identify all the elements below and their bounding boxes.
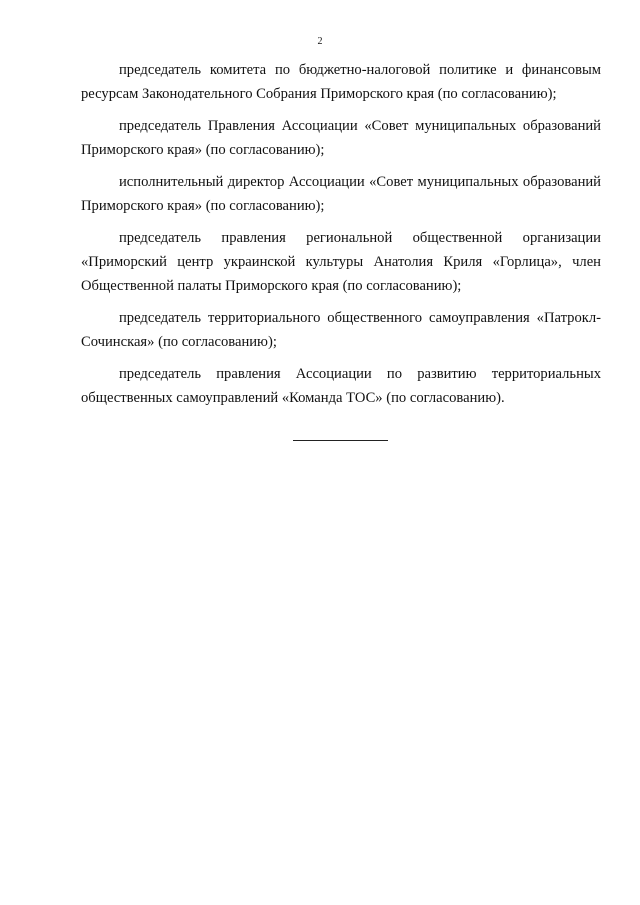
closing-divider xyxy=(293,440,388,441)
list-item: председатель Правления Ассоциации «Совет муниципальных образований Приморского края» (по согласованию); xyxy=(81,118,601,158)
list-item: председатель правления Ассоциации по развитию территориальных общественных самоуправлений «Команда ТОС» (по согласованию). xyxy=(81,366,601,406)
list-item: председатель территориального общественного самоуправления «Патрокл-Сочинская» (по согласованию); xyxy=(81,310,601,350)
member-list xyxy=(81,58,601,418)
page-number: 2 xyxy=(317,36,323,47)
list-item: председатель правления региональной общественной организации «Приморский центр украинской культуры Анатолия Криля «Горлица», член Общественной палаты Приморского края (по согласованию); xyxy=(81,230,601,294)
list-item: исполнительный директор Ассоциации «Совет муниципальных образований Приморского края» (по согласованию); xyxy=(81,174,601,214)
list-item: председатель комитета по бюджетно-налоговой политике и финансовым ресурсам Законодательного Собрания Приморского края (по согласованию); xyxy=(81,62,601,102)
